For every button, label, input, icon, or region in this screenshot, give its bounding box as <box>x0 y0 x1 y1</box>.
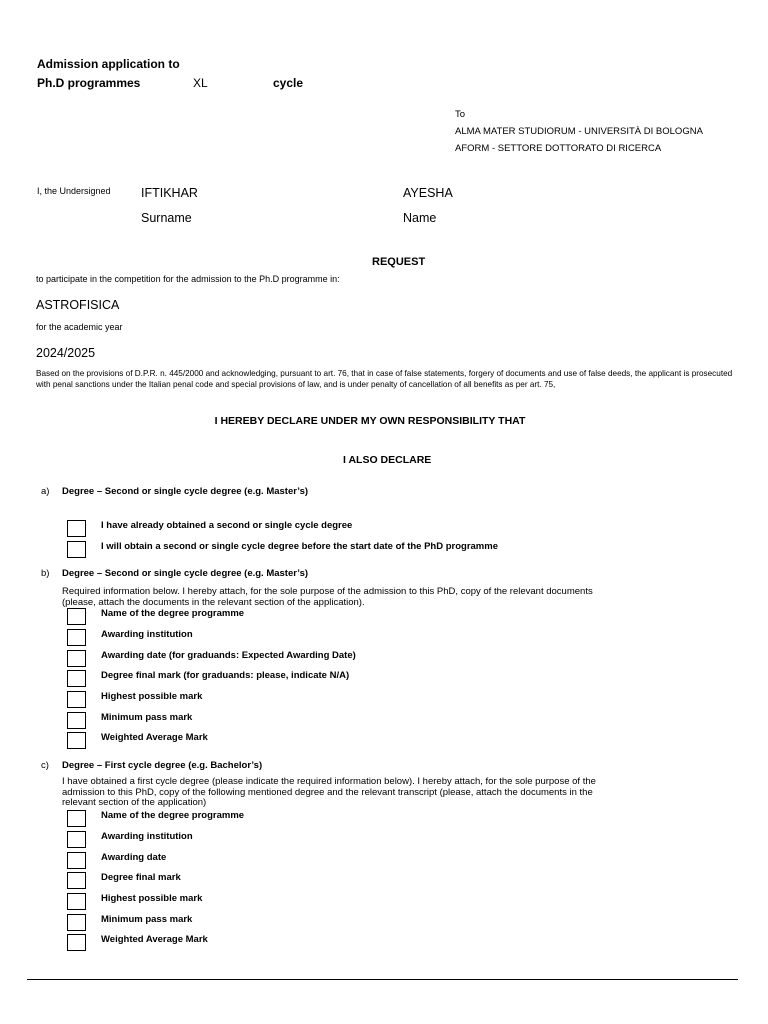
also-declare-heading: I ALSO DECLARE <box>343 454 432 466</box>
name-value[interactable]: AYESHA <box>403 186 453 200</box>
checkbox-b-date[interactable] <box>67 650 86 667</box>
field-c-highest-mark: Highest possible mark <box>101 893 203 904</box>
checkbox-c-weighted-avg[interactable] <box>67 934 86 951</box>
recipient-line1: ALMA MATER STUDIORUM - UNIVERSITÀ DI BOLOGNA <box>455 126 703 137</box>
undersigned-label: I, the Undersigned <box>37 186 111 196</box>
field-c-final-mark: Degree final mark <box>101 872 181 883</box>
checkbox-b-programme[interactable] <box>67 608 86 625</box>
checkbox-c-institution[interactable] <box>67 831 86 848</box>
section-b-description: Required information below. I hereby attach, for the sole purpose of the admission to this PhD, copy of the relevant documents (please, attach the documents in the relevant section of the application). <box>62 586 593 608</box>
checkbox-b-highest-mark[interactable] <box>67 691 86 708</box>
participate-text: to participate in the competition for the admission to the Ph.D programme in: <box>36 274 340 284</box>
checkbox-b-weighted-avg[interactable] <box>67 732 86 749</box>
academic-year-label: for the academic year <box>36 322 123 332</box>
form-title-line1: Admission application to <box>37 57 180 71</box>
field-c-programme: Name of the degree programme <box>101 810 245 821</box>
name-label: Name <box>403 211 437 225</box>
cycle-value: XL <box>193 76 208 90</box>
programme-value[interactable]: ASTROFISICA <box>36 298 120 312</box>
checkbox-degree-pending[interactable] <box>67 541 86 558</box>
recipient-line2: AFORM - SETTORE DOTTORATO DI RICERCA <box>455 143 662 154</box>
field-b-programme: Name of the degree programme <box>101 608 245 619</box>
checkbox-c-programme[interactable] <box>67 810 86 827</box>
section-a-title: Degree – Second or single cycle degree (e.g. Master’s) <box>62 486 309 497</box>
academic-year-value[interactable]: 2024/2025 <box>36 346 96 360</box>
declare-heading: I HEREBY DECLARE UNDER MY OWN RESPONSIBILITY THAT <box>214 415 526 427</box>
section-b-title: Degree – Second or single cycle degree (e.g. Master’s) <box>62 568 309 579</box>
checkbox-b-min-mark[interactable] <box>67 712 86 729</box>
legal-statement: Based on the provisions of D.P.R. n. 445/2000 and acknowledging, pursuant to art. 76, that in case of false statements, forgery of documents and use of false deeds, the applicant is prosecuted with penal sanctions under the Italian penal code and special provisions of law, and is under penalty of cancellation of all benefits as per art. 75, <box>36 369 733 389</box>
field-c-min-mark: Minimum pass mark <box>101 914 193 925</box>
field-b-min-mark: Minimum pass mark <box>101 712 193 723</box>
option-degree-obtained: I have already obtained a second or single cycle degree <box>101 520 353 531</box>
section-c-description: I have obtained a first cycle degree (please indicate the required information below). I hereby attach, for the sole purpose of the admission to this PhD, copy of the following mentioned degree and the relevant transcript (please, attach the documents in the relevant section of the application) <box>62 776 596 808</box>
field-c-weighted-avg: Weighted Average Mark <box>101 934 208 945</box>
field-b-highest-mark: Highest possible mark <box>101 691 203 702</box>
field-b-final-mark: Degree final mark (for graduands: please, indicate N/A) <box>101 670 350 681</box>
section-b-letter: b) <box>41 568 50 579</box>
checkbox-b-institution[interactable] <box>67 629 86 646</box>
request-heading: REQUEST <box>372 256 426 268</box>
form-title-line2: Ph.D programmes <box>37 76 141 90</box>
field-c-date: Awarding date <box>101 852 167 863</box>
recipient-to: To <box>455 109 466 120</box>
field-b-institution: Awarding institution <box>101 629 193 640</box>
field-b-date: Awarding date (for graduands: Expected Awarding Date) <box>101 650 356 661</box>
checkbox-c-highest-mark[interactable] <box>67 893 86 910</box>
checkbox-degree-obtained[interactable] <box>67 520 86 537</box>
surname-label: Surname <box>141 211 192 225</box>
cycle-label: cycle <box>273 76 304 90</box>
section-a-letter: a) <box>41 486 50 497</box>
surname-value[interactable]: IFTIKHAR <box>141 186 198 200</box>
field-c-institution: Awarding institution <box>101 831 193 842</box>
section-c-letter: c) <box>41 760 49 771</box>
field-b-weighted-avg: Weighted Average Mark <box>101 732 208 743</box>
option-degree-pending: I will obtain a second or single cycle degree before the start date of the PhD programme <box>101 541 498 552</box>
checkbox-c-final-mark[interactable] <box>67 872 86 889</box>
checkbox-c-min-mark[interactable] <box>67 914 86 931</box>
checkbox-b-final-mark[interactable] <box>67 670 86 687</box>
footer-divider <box>27 979 738 980</box>
section-c-title: Degree – First cycle degree (e.g. Bachelor’s) <box>62 760 263 771</box>
checkbox-c-date[interactable] <box>67 852 86 869</box>
